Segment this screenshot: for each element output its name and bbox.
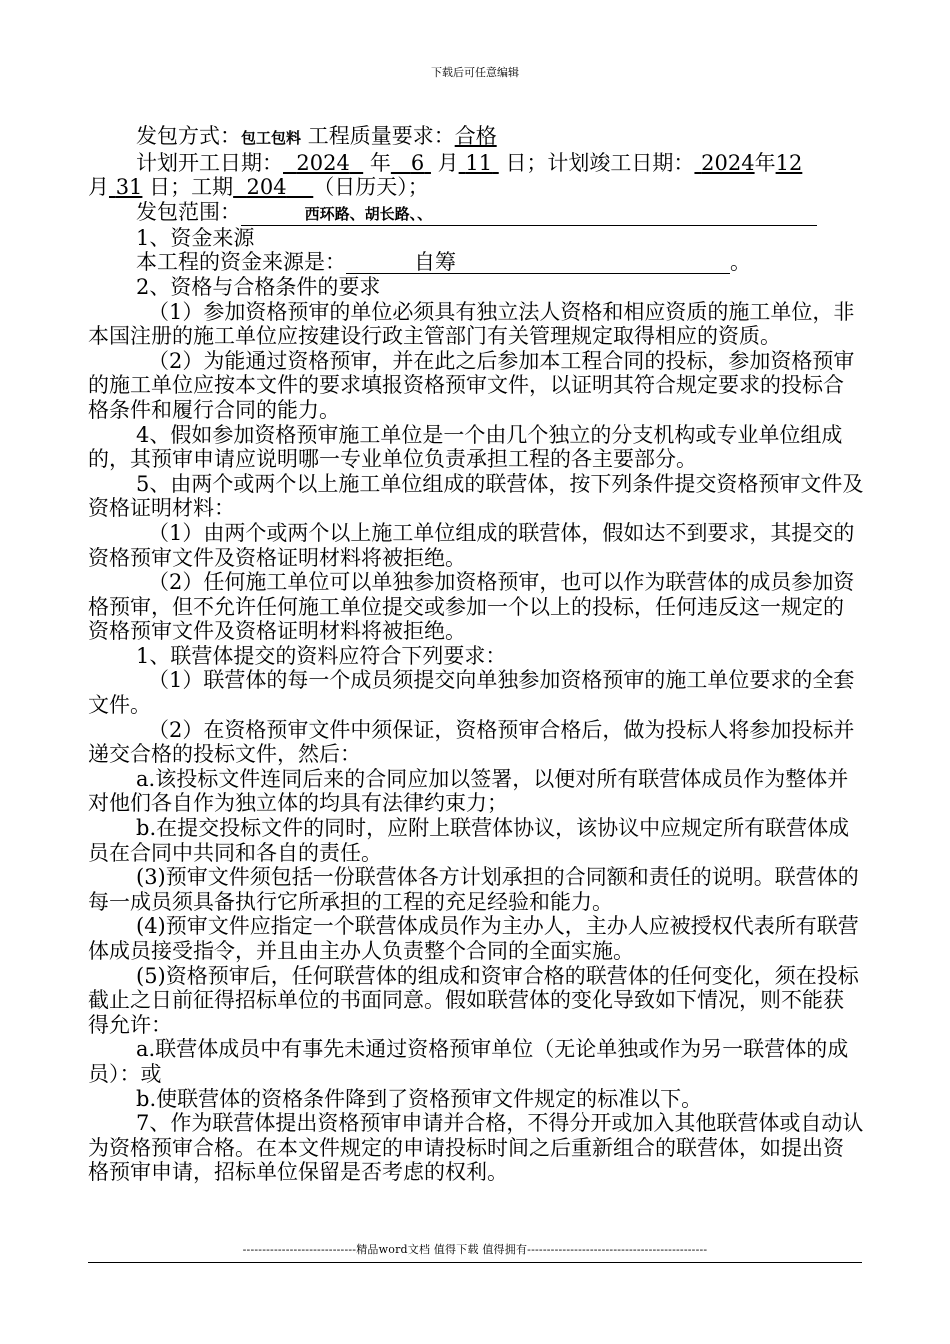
qual-p5: 5、由两个或两个以上施工单位组成的联营体，按下列条件提交资格预审文件及资格证明材料： <box>88 471 864 521</box>
quality-group <box>308 124 497 148</box>
source-value-wrap <box>346 251 730 274</box>
funds-heading: 1、资金来源 <box>136 225 255 250</box>
duration-suffix: （日历天）； <box>313 175 429 200</box>
page-header: 下载后可任意编辑 <box>431 66 519 79</box>
qual-p6-2b: b.在提交投标文件的同时，应附上联营体协议，该协议中应规定所有联营体成员在合同中共同和各自的责任。 <box>88 816 850 865</box>
month-char: 月 <box>437 150 459 175</box>
qual-p6-2: （2）在资格预审文件中须保证，资格预审合格后，做为投标人将参加投标并递交合格的投标文件，然后： <box>88 717 855 767</box>
quality-label: 工程质量要求： <box>307 124 455 148</box>
year-char: 年 <box>369 150 391 175</box>
duration-wrap <box>233 175 313 199</box>
qual-p5-1: （1）由两个或两个以上施工单位组成的联营体，假如达不到要求，其提交的资格预审文件及资格证明材料将被拒绝。 <box>88 520 855 570</box>
method-value: 包工包料 <box>241 129 302 147</box>
scope-label: 发包范围： <box>136 199 241 224</box>
qual-p6: 1、联营体提交的资料应符合下列要求： <box>136 643 507 668</box>
document-body <box>88 124 864 1185</box>
qual-p6-2a: a.该投标文件连同后来的合同应加以签署，以便对所有联营体成员作为整体并对他们各自作为独立体的均具有法律约束力； <box>88 766 849 816</box>
scope-value-inner <box>289 205 432 223</box>
qual-p6-3: (3)预审文件须包括一份联营体各方计划承担的合同额和责任的说明。联营体的每一成员须具备执行它所承担的工程的充足经验和能力。 <box>88 865 859 914</box>
end-day-wrap <box>109 175 142 199</box>
scope-value-wrap <box>241 201 817 226</box>
end-year-char: 年 <box>754 150 776 175</box>
page-footer: -----------------------------精品word文档 值得下载 值得拥有---------------------------------------------- <box>242 1243 708 1256</box>
end-month: 12 <box>775 150 803 175</box>
day-char: 日；计划竣工日期： <box>505 150 695 175</box>
qual-p6-4: (4)预审文件应指定一个联营体成员作为主办人，主办人应被授权代表所有联营体成员接受指令，并且由主办人负责整个合同的全面实施。 <box>88 914 859 963</box>
end-month-char: 月 <box>88 175 109 200</box>
contract-dates-line <box>88 151 864 200</box>
qual-p5-2: （2）任何施工单位可以单独参加资格预审，也可以作为联营体的成员参加资格预审，但不允许任何施工单位提交或参加一个以上的投标，任何违反这一规定的资格预审文件及资格证明材料将被拒绝。 <box>88 570 855 644</box>
end-day-char: 日；工期 <box>149 175 234 200</box>
qual-p2: （2）为能通过资格预审，并在此之后参加本工程合同的投标，参加资格预审的施工单位应按本文件的要求填报资格预审文件，以证明其符合规定要求的投标合格条件和履行合同的能力。 <box>88 348 855 422</box>
qual-p6-5b: b.使联营体的资格条件降到了资格预审文件规定的标准以下。 <box>136 1086 703 1111</box>
source-label: 本工程的资金来源是： <box>136 250 346 275</box>
method-label: 发包方式： <box>136 124 241 148</box>
qual-heading: 2、资格与合格条件的要求 <box>136 274 381 299</box>
start-year-wrap <box>283 151 363 175</box>
qual-p1: （1）参加资格预审的单位必须具有独立法人资格和相应资质的施工单位，非本国注册的施工单位应按建设行政主管部门有关管理规定取得相应的资质。 <box>88 299 855 349</box>
source-value: 自筹 <box>414 250 457 275</box>
source-end: 。 <box>730 250 751 275</box>
scope-value: 西环路、胡长路、、 <box>304 204 433 223</box>
contract-scope-line <box>88 200 864 226</box>
qual-p6-1: （1）联营体的每一个成员须提交向单独参加资格预审的施工单位要求的全套文件。 <box>88 668 855 718</box>
qual-p4: 4、假如参加资格预审施工单位是一个由几个独立的分支机构或专业单位组成的，其预审申请应说明哪一专业单位负责承担工程的各主要部分。 <box>88 422 843 472</box>
end-day: 31 <box>115 175 143 200</box>
quality-value: 合格 <box>454 124 497 148</box>
start-month-wrap <box>391 151 431 175</box>
start-day: 11 <box>465 150 493 175</box>
funds-source-line <box>88 250 864 275</box>
qual-p6-5a: a.联营体成员中有事先未通过资格预审单位（无论单独或作为另一联营体的成员）：或 <box>88 1037 849 1086</box>
end-year: 2024 <box>701 150 755 175</box>
start-month: 6 <box>410 150 425 175</box>
end-year-wrap <box>694 151 754 175</box>
qual-p6-5: (5)资格预审后，任何联营体的组成和资审合格的联营体的任何变化，须在投标截止之日前征得招标单位的书面同意。假如联营体的变化导致如下情况，则不能获得允许： <box>88 963 859 1037</box>
qual-p7: 7、作为联营体提出资格预审申请并合格，不得分开或加入其他联营体或自动认为资格预审合格。在本文件规定的申请投标时间之后重新组合的联营体，如提出资格预审申请，招标单位保留是否考虑的权利。 <box>88 1111 864 1185</box>
start-day-wrap <box>459 151 499 175</box>
start-label: 计划开工日期： <box>136 150 283 175</box>
contract-method-line <box>88 124 864 151</box>
duration-value: 204 <box>246 175 287 200</box>
footer-divider <box>88 1262 862 1263</box>
start-year: 2024 <box>296 150 350 175</box>
